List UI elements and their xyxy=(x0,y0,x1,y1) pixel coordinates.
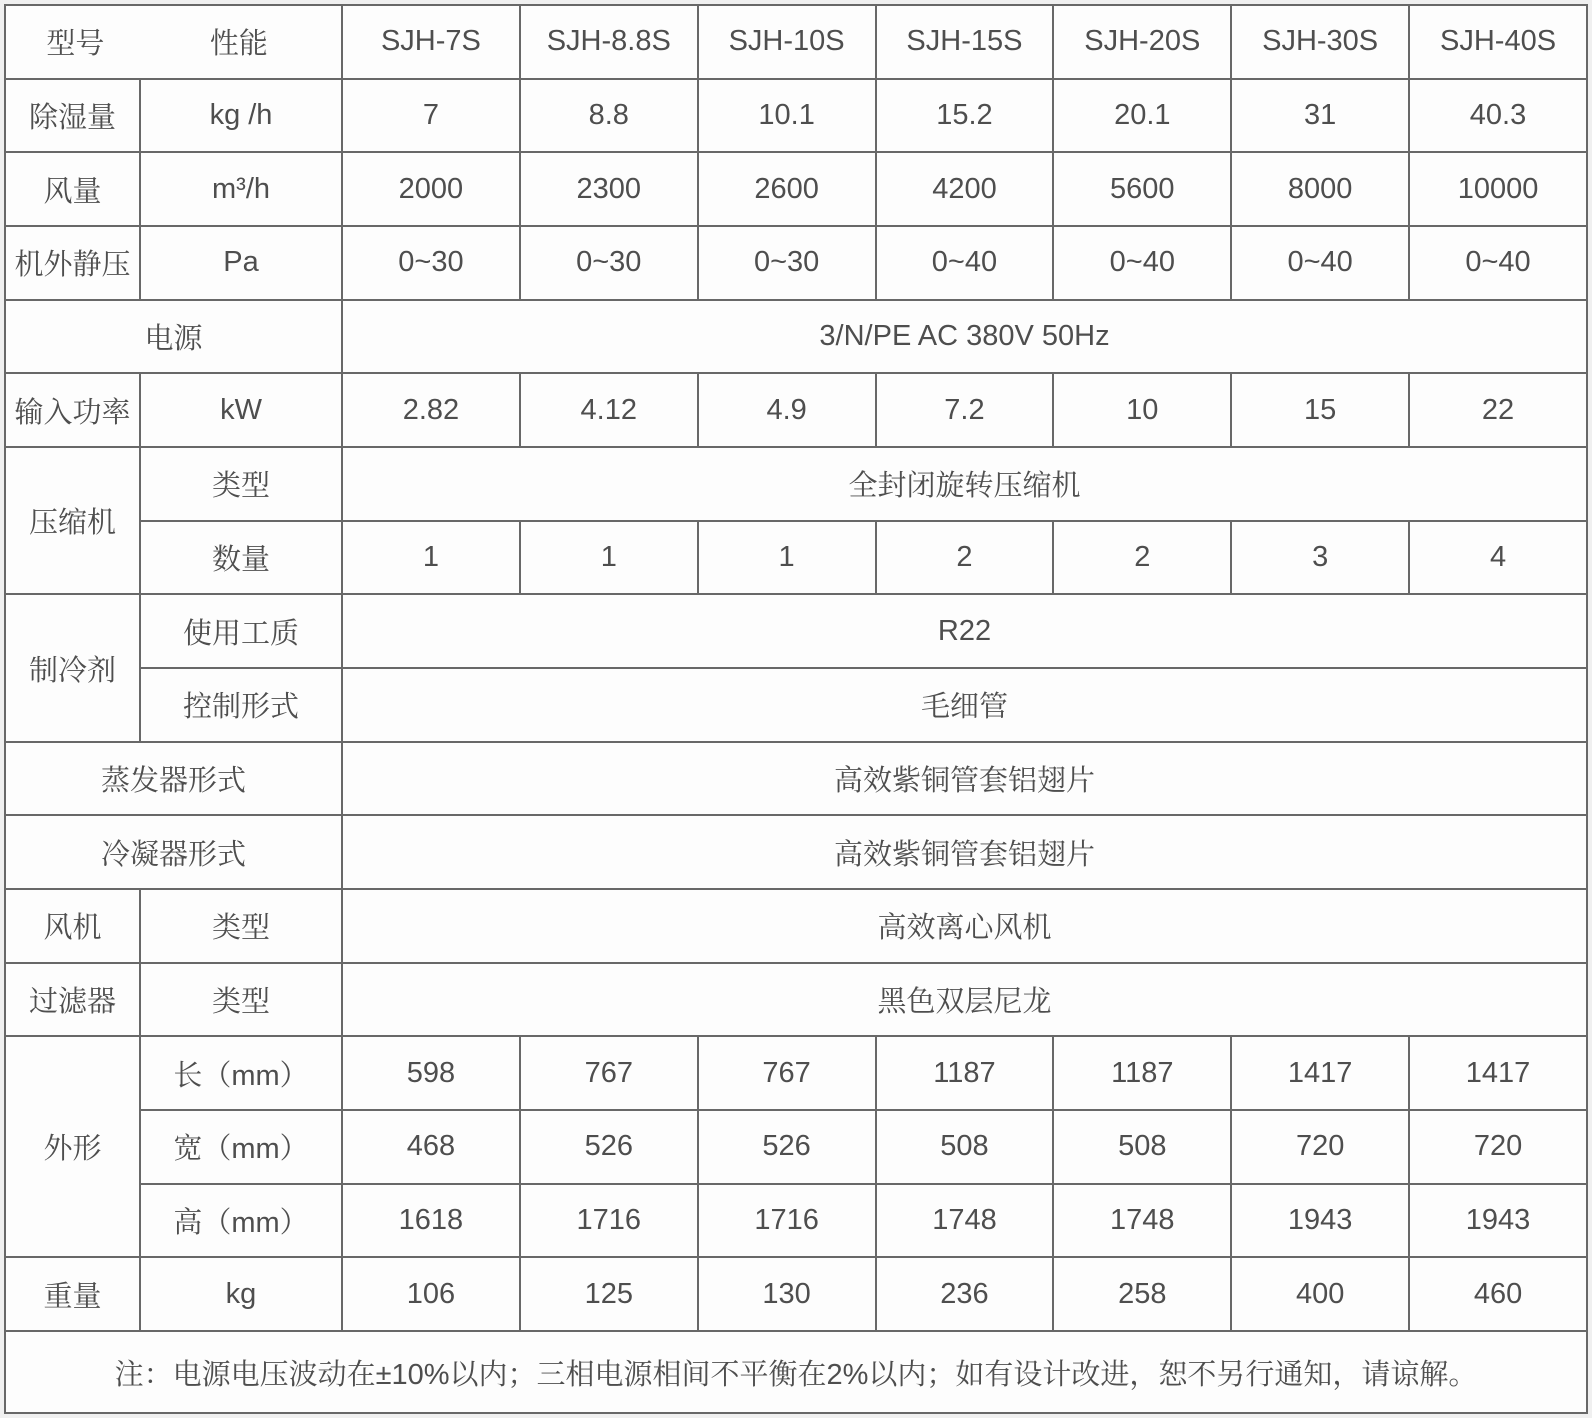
compressor-type-value: 全封闭旋转压缩机 xyxy=(342,447,1587,521)
value-cell: 526 xyxy=(520,1110,698,1184)
power-supply-value: 3/N/PE AC 380V 50Hz xyxy=(342,300,1587,374)
value-cell: 2000 xyxy=(342,152,520,226)
row-airflow xyxy=(5,152,1587,226)
row-label-static-pressure: 机外静压 xyxy=(5,226,140,300)
row-label-evaporator: 蒸发器形式 xyxy=(5,742,342,816)
filter-type-value: 黑色双层尼龙 xyxy=(342,963,1587,1037)
sub-label-compressor-qty: 数量 xyxy=(140,521,342,595)
header-corner-cell xyxy=(5,5,342,79)
table-note: 注：电源电压波动在±10%以内；三相电源相间不平衡在2%以内；如有设计改进，恕不另行通知，请谅解。 xyxy=(5,1331,1587,1413)
value-cell: 1748 xyxy=(876,1184,1054,1258)
value-cell: 1716 xyxy=(698,1184,876,1258)
value-cell: 0~30 xyxy=(698,226,876,300)
value-cell: 2 xyxy=(876,521,1054,595)
row-dimension-length xyxy=(5,1036,1587,1110)
value-cell: 0~30 xyxy=(520,226,698,300)
performance-axis-label: 性能 xyxy=(209,28,268,61)
row-label-compressor: 压缩机 xyxy=(5,447,140,594)
row-static-pressure xyxy=(5,226,1587,300)
value-cell: 468 xyxy=(342,1110,520,1184)
row-fan xyxy=(5,889,1587,963)
value-cell: 460 xyxy=(1409,1257,1587,1331)
model-header: SJH-8.8S xyxy=(520,5,698,79)
value-cell: 15.2 xyxy=(876,79,1054,153)
value-cell: 1 xyxy=(342,521,520,595)
row-evaporator xyxy=(5,742,1587,816)
value-cell: 1 xyxy=(520,521,698,595)
model-header: SJH-40S xyxy=(1409,5,1587,79)
value-cell: 720 xyxy=(1231,1110,1409,1184)
row-label-airflow: 风量 xyxy=(5,152,140,226)
row-weight xyxy=(5,1257,1587,1331)
value-cell: 1618 xyxy=(342,1184,520,1258)
value-cell: 1943 xyxy=(1409,1184,1587,1258)
value-cell: 8.8 xyxy=(520,79,698,153)
evaporator-value: 高效紫铜管套铝翅片 xyxy=(342,742,1587,816)
row-note xyxy=(5,1331,1587,1413)
row-label-refrigerant: 制冷剂 xyxy=(5,594,140,741)
value-cell: 31 xyxy=(1231,79,1409,153)
value-cell: 1748 xyxy=(1053,1184,1231,1258)
condenser-value: 高效紫铜管套铝翅片 xyxy=(342,815,1587,889)
unit-cell: Pa xyxy=(140,226,342,300)
value-cell: 400 xyxy=(1231,1257,1409,1331)
row-dimension-width xyxy=(5,1110,1587,1184)
value-cell: 1417 xyxy=(1231,1036,1409,1110)
row-label-filter: 过滤器 xyxy=(5,963,140,1037)
sub-label-refrigerant-medium: 使用工质 xyxy=(140,594,342,668)
row-refrigerant-control xyxy=(5,668,1587,742)
row-refrigerant-medium xyxy=(5,594,1587,668)
header-row xyxy=(5,5,1587,79)
sub-label-height: 高（mm） xyxy=(140,1184,342,1258)
value-cell: 526 xyxy=(698,1110,876,1184)
value-cell: 130 xyxy=(698,1257,876,1331)
unit-cell: kW xyxy=(140,373,342,447)
value-cell: 767 xyxy=(520,1036,698,1110)
value-cell: 3 xyxy=(1231,521,1409,595)
value-cell: 1187 xyxy=(876,1036,1054,1110)
row-compressor-type xyxy=(5,447,1587,521)
row-dehumidify xyxy=(5,79,1587,153)
sub-label-fan-type: 类型 xyxy=(140,889,342,963)
value-cell: 7 xyxy=(342,79,520,153)
value-cell: 8000 xyxy=(1231,152,1409,226)
corner-labels xyxy=(10,21,337,62)
value-cell: 40.3 xyxy=(1409,79,1587,153)
value-cell: 0~30 xyxy=(342,226,520,300)
value-cell: 20.1 xyxy=(1053,79,1231,153)
row-label-dehumidify: 除湿量 xyxy=(5,79,140,153)
value-cell: 0~40 xyxy=(1409,226,1587,300)
model-header: SJH-30S xyxy=(1231,5,1409,79)
refrigerant-medium-value: R22 xyxy=(342,594,1587,668)
sub-label-compressor-type: 类型 xyxy=(140,447,342,521)
value-cell: 598 xyxy=(342,1036,520,1110)
value-cell: 2 xyxy=(1053,521,1231,595)
value-cell: 0~40 xyxy=(1231,226,1409,300)
sub-label-filter-type: 类型 xyxy=(140,963,342,1037)
value-cell: 0~40 xyxy=(1053,226,1231,300)
model-header: SJH-20S xyxy=(1053,5,1231,79)
value-cell: 236 xyxy=(876,1257,1054,1331)
value-cell: 1716 xyxy=(520,1184,698,1258)
value-cell: 2600 xyxy=(698,152,876,226)
model-header: SJH-7S xyxy=(342,5,520,79)
row-filter xyxy=(5,963,1587,1037)
value-cell: 106 xyxy=(342,1257,520,1331)
model-header: SJH-15S xyxy=(876,5,1054,79)
value-cell: 1417 xyxy=(1409,1036,1587,1110)
unit-cell: kg xyxy=(140,1257,342,1331)
value-cell: 0~40 xyxy=(876,226,1054,300)
value-cell: 4200 xyxy=(876,152,1054,226)
value-cell: 15 xyxy=(1231,373,1409,447)
value-cell: 767 xyxy=(698,1036,876,1110)
value-cell: 7.2 xyxy=(876,373,1054,447)
value-cell: 4.12 xyxy=(520,373,698,447)
unit-cell: kg /h xyxy=(140,79,342,153)
spec-table xyxy=(4,4,1588,1414)
value-cell: 10 xyxy=(1053,373,1231,447)
value-cell: 5600 xyxy=(1053,152,1231,226)
sub-label-width: 宽（mm） xyxy=(140,1110,342,1184)
value-cell: 720 xyxy=(1409,1110,1587,1184)
value-cell: 22 xyxy=(1409,373,1587,447)
value-cell: 508 xyxy=(1053,1110,1231,1184)
row-condenser xyxy=(5,815,1587,889)
row-label-condenser: 冷凝器形式 xyxy=(5,815,342,889)
value-cell: 125 xyxy=(520,1257,698,1331)
value-cell: 10000 xyxy=(1409,152,1587,226)
row-compressor-qty xyxy=(5,521,1587,595)
row-dimension-height xyxy=(5,1184,1587,1258)
value-cell: 2.82 xyxy=(342,373,520,447)
row-input-power xyxy=(5,373,1587,447)
row-label-input-power: 输入功率 xyxy=(5,373,140,447)
row-label-weight: 重量 xyxy=(5,1257,140,1331)
value-cell: 4.9 xyxy=(698,373,876,447)
value-cell: 2300 xyxy=(520,152,698,226)
value-cell: 508 xyxy=(876,1110,1054,1184)
value-cell: 258 xyxy=(1053,1257,1231,1331)
refrigerant-control-value: 毛细管 xyxy=(342,668,1587,742)
value-cell: 1 xyxy=(698,521,876,595)
value-cell: 10.1 xyxy=(698,79,876,153)
sub-label-length: 长（mm） xyxy=(140,1036,342,1110)
model-axis-label: 型号 xyxy=(46,28,105,61)
value-cell: 1943 xyxy=(1231,1184,1409,1258)
row-label-dimensions: 外形 xyxy=(5,1036,140,1257)
row-power-supply xyxy=(5,300,1587,374)
fan-type-value: 高效离心风机 xyxy=(342,889,1587,963)
value-cell: 1187 xyxy=(1053,1036,1231,1110)
row-label-power-supply: 电源 xyxy=(5,300,342,374)
model-header: SJH-10S xyxy=(698,5,876,79)
value-cell: 4 xyxy=(1409,521,1587,595)
sub-label-refrigerant-control: 控制形式 xyxy=(140,668,342,742)
unit-cell: m³/h xyxy=(140,152,342,226)
row-label-fan: 风机 xyxy=(5,889,140,963)
